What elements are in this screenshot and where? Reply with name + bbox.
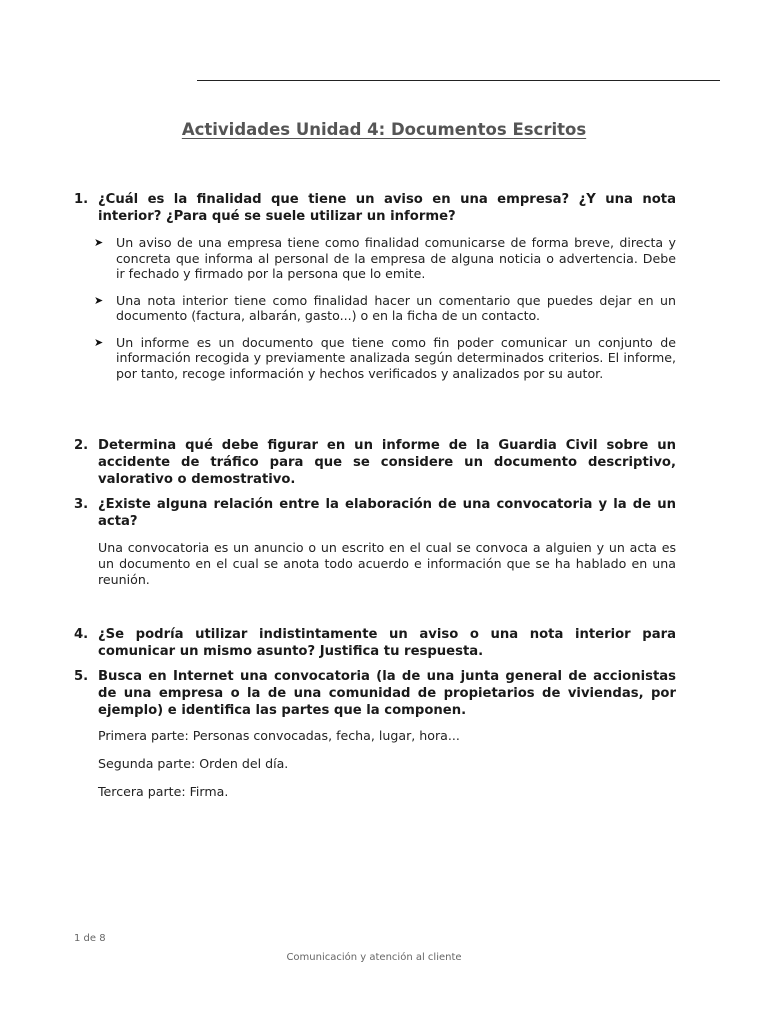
question-5 <box>74 668 676 719</box>
answer-text: Un informe es un documento que tiene como fin poder comunicar un conjunto de información recogida y previamente analizada según determinados criterios. El informe, por tanto, recoge información y hechos verificados y analizados por su autor. <box>116 334 676 381</box>
question-number: 1. <box>74 192 89 207</box>
part-2: Segunda parte: Orden del día. <box>98 756 289 771</box>
question-text: ¿Se podría utilizar indistintamente un aviso o una nota interior para comunicar un mismo asunto? Justifica tu respuesta. <box>98 627 676 659</box>
question-3-answer: Una convocatoria es un anuncio o un escrito en el cual se convoca a alguien y un acta es un documento en el cual se anota todo acuerdo e información que se ha hablado en una reunión. <box>98 540 676 587</box>
answer-text: Un aviso de una empresa tiene como finalidad comunicarse de forma breve, directa y concreta que informa al personal de la empresa de alguna noticia o advertencia. Debe ir fechado y firmado por la persona que lo emite. <box>116 235 676 281</box>
question-number: 2. <box>74 438 89 453</box>
question-1-answers <box>94 235 676 381</box>
question-text: ¿Existe alguna relación entre la elaboración de una convocatoria y la de un acta? <box>98 497 676 529</box>
page-footer: Comunicación y atención al cliente <box>286 952 462 963</box>
part-1: Primera parte: Personas convocadas, fecha, lugar, hora... <box>98 728 460 743</box>
list-item <box>94 235 676 282</box>
question-number: 5. <box>74 669 89 684</box>
question-text: Busca en Internet una convocatoria (la de una junta general de accionistas de una empresa o la de una comunidad de propietarios de viviendas, por ejemplo) e identifica las partes que la componen. <box>98 669 676 718</box>
question-text: Determina qué debe figurar en un informe de la Guardia Civil sobre un accidente de tráfico para que se considere un documento descriptivo, valorativo o demostrativo. <box>98 438 676 487</box>
list-item <box>94 293 676 324</box>
question-4 <box>74 626 676 660</box>
header-rule <box>197 80 720 81</box>
question-number: 4. <box>74 627 89 642</box>
list-item <box>94 335 676 382</box>
question-text: ¿Cuál es la finalidad que tiene un aviso en una empresa? ¿Y una nota interior? ¿Para qué se suele utilizar un informe? <box>98 192 676 224</box>
question-1 <box>74 191 676 225</box>
arrow-bullet-icon: ➤ <box>94 293 104 307</box>
question-number: 3. <box>74 497 89 512</box>
question-3 <box>74 496 676 530</box>
part-3: Tercera parte: Firma. <box>98 784 229 799</box>
document-title: Actividades Unidad 4: Documentos Escritos <box>181 120 587 139</box>
page-number: 1 de 8 <box>74 933 106 944</box>
question-2 <box>74 437 676 488</box>
arrow-bullet-icon: ➤ <box>94 335 104 349</box>
answer-text: Una nota interior tiene como finalidad hacer un comentario que puedes dejar en un documento (factura, albarán, gasto...) o en la ficha de un contacto. <box>116 292 676 323</box>
arrow-bullet-icon: ➤ <box>94 236 104 249</box>
